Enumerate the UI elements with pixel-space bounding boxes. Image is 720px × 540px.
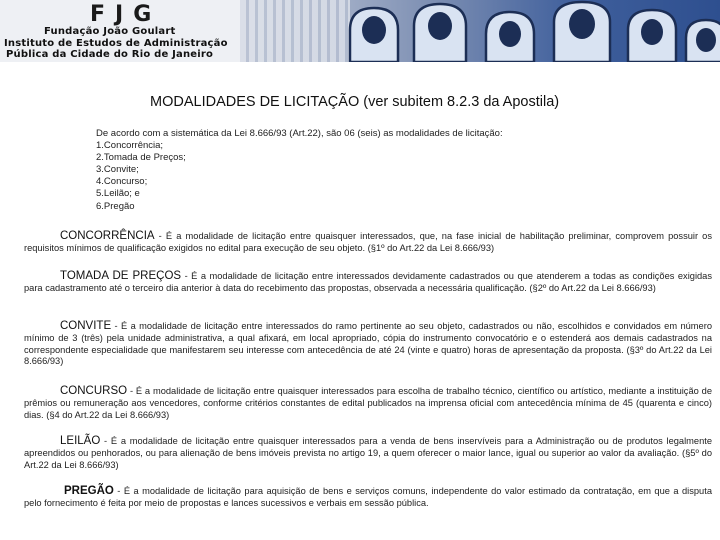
definition-tomada-de-precos [24,271,712,295]
definition-term: CONVITE [60,320,112,332]
definition-term: CONCURSO [60,385,128,397]
definition-concorrencia [24,231,712,255]
list-item: 2.Tomada de Preços; [96,152,186,164]
definition-convite [24,321,712,368]
institution-name-line-3: Pública da Cidade do Rio de Janeiro [6,49,214,60]
people-silhouettes-decoration [330,0,720,62]
definition-text: - É a modalidade de licitação para aquisição de bens e serviços comuns, independente do valor estimado da contratação, em que a disputa pelo fornecimento é feita por meio de propostas e lances sucessivos e verbais em sessão pública. [24,486,712,508]
list-item: 6.Pregão [96,200,135,212]
institution-name-line-1: Fundação João Goulart [44,26,176,37]
definition-concurso [24,386,712,421]
list-item: 4.Concurso; [96,176,148,188]
fjg-logo-letters: FJG [90,2,162,27]
list-item: 3.Convite; [96,164,139,176]
fjg-logo-block [0,0,240,62]
intro-block [96,128,503,213]
definition-text: - É a modalidade de licitação entre interessados do ramo pertinente ao seu objeto, cadastrados ou não, escolhidos e convidados em número mínimo de 3 (três) pela unidade administrativa, a qual afixará, em local apropriado, cópia do instrumento convocatório e o estenderá aos demais cadastrados na correspondente especialidade que manifestarem seu interesse com antecedência de até 24 (vinte e quatro) horas de apresentação da proposta. (§3º do Art.22 da Lei 8.666/93) [24,321,712,367]
institution-name-line-2: Instituto de Estudos de Administração [4,38,228,49]
definition-text: - É a modalidade de licitação entre quaisquer interessados para escolha de trabalho técnico, científico ou artístico, mediante a instituição de prêmios ou remuneração aos vencedores, conforme critérios constantes de edital publicados na imprensa oficial com antecedência mínima de 45 (quarenta e cinco) dias. (§4 do Art.22 da Lei 8.666/93) [24,386,712,420]
definition-text: - É a modalidade de licitação entre quaisquer interessados, que, na fase inicial de habilitação preliminar, comprovem possuir os requisitos mínimos de qualificação exigidos no edital para execução de seu objeto. (§1º do Art.22 da Lei 8.666/93) [24,231,712,253]
page-title: MODALIDADES DE LICITAÇÃO (ver subitem 8.2.3 da Apostila) [150,94,560,110]
definition-term: LEILÃO [60,435,101,447]
definition-pregao [24,486,712,510]
header-banner [0,0,720,62]
definition-term: CONCORRÊNCIA [60,230,155,242]
definition-term: PREGÃO [64,485,114,497]
definition-text: - É a modalidade de licitação entre interessados devidamente cadastrados ou que atenderem a todas as condições exigidas para cadastramento até o terceiro dia anterior à data do recebimento das propostas, observada a necessária qualificação. (§2º do Art.22 da Lei 8.666/93) [24,271,712,293]
list-item: 5.Leilão; e [96,188,140,200]
list-item: 1.Concorrência; [96,140,164,152]
definition-term: TOMADA DE PREÇOS [60,270,182,282]
definition-text: - É a modalidade de licitação entre quaisquer interessados para a venda de bens inservíveis para a Administração ou de produtos legalmente apreendidos ou penhorados, ou para alienação de bens imóveis prevista no artigo 19, a quem oferecer o maior lance, igual ou superior ao valor da avaliação. (§5º do Art.22 da Lei 8.666/93) [24,436,712,470]
definition-leilao [24,436,712,471]
intro-lead: De acordo com a sistemática da Lei 8.666/93 (Art.22), são 06 (seis) as modalidades de licitação: [96,128,503,139]
